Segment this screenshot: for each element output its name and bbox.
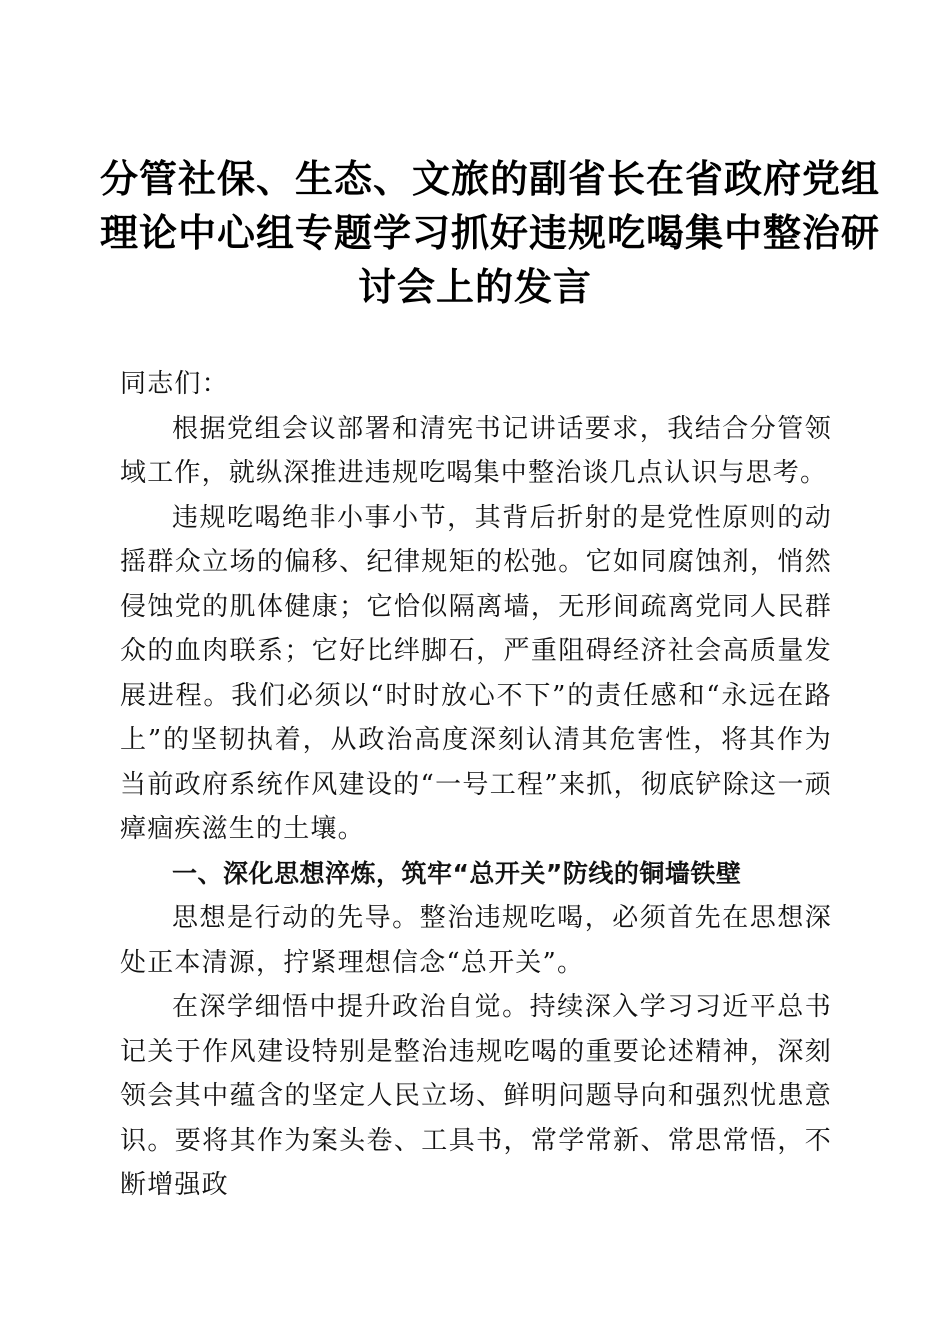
title-line-1: 分管社保、生态、文旅的副省长在省政府党组 — [100, 156, 881, 201]
paragraph-section-intro: 思想是行动的先导。整治违规吃喝，必须首先在思想深处正本清源，拧紧理想信念“总开关”。 — [120, 903, 832, 978]
document-body — [120, 362, 832, 1208]
salutation: 同志们： — [120, 369, 229, 399]
paragraph-section-study: 在深学细悟中提升政治自觉。持续深入学习习近平总书记关于作风建设特别是整治违规吃喝的重要论述精神，深刻领会其中蕴含的坚定人民立场、鲜明问题导向和强烈忧患意识。要将其作为案头卷、工具书，常学常新、常思常悟，不断增强政 — [120, 992, 832, 1200]
paragraph-intro: 根据党组会议部署和清宪书记讲话要求，我结合分管领域工作，就纵深推进违规吃喝集中整治谈几点认识与思考。 — [120, 413, 832, 488]
title-line-2: 理论中心组专题学习抓好违规吃喝集中整治研 — [100, 210, 881, 255]
document-title — [100, 152, 881, 314]
paragraph-harm: 违规吃喝绝非小事小节，其背后折射的是党性原则的动摇群众立场的偏移、纪律规矩的松弛。它如同腐蚀剂，悄然侵蚀党的肌体健康；它恰似隔离墙，无形间疏离党同人民群众的血肉联系；它好比绊脚石，严重阻碍经济社会高质量发展进程。我们必须以“时时放心不下”的责任感和“永远在路上”的坚韧执着，从政治高度深刻认清其危害性，将其作为当前政府系统作风建设的“一号工程”来抓，彻底铲除这一顽瘴痼疾滋生的土壤。 — [120, 502, 832, 844]
section-heading: 一、深化思想淬炼，筑牢“总开关”防线的铜墙铁壁 — [172, 858, 742, 888]
title-line-3: 讨会上的发言 — [357, 264, 592, 309]
